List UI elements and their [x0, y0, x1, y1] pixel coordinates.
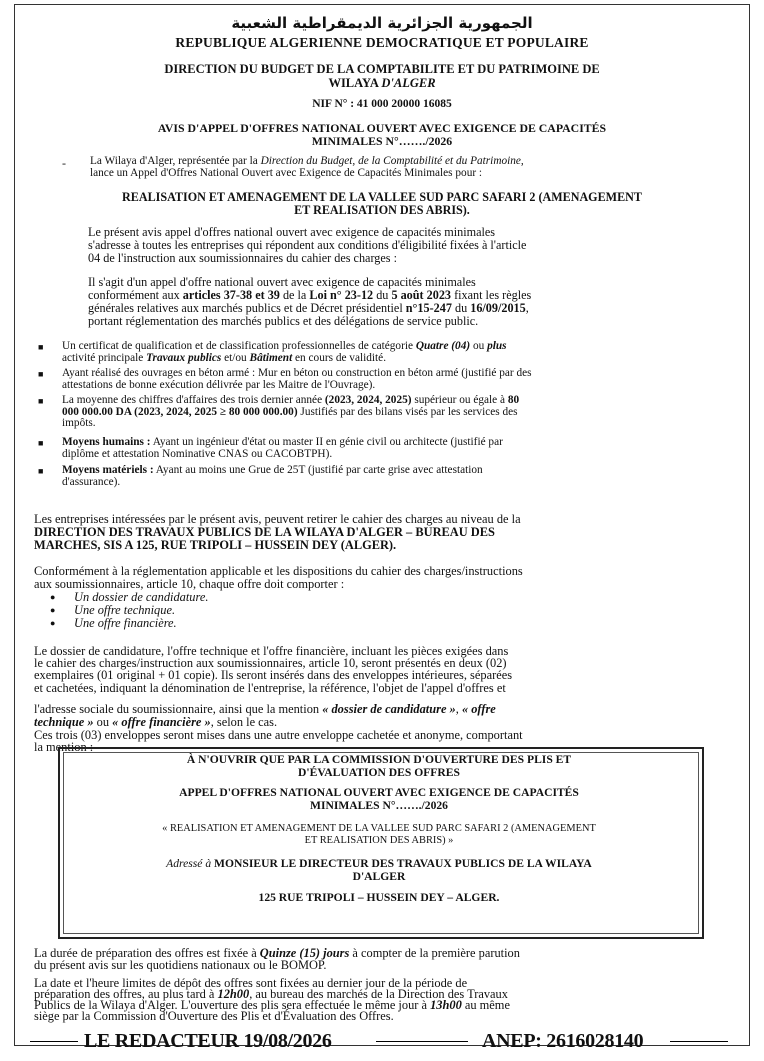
duree-line2: du présent avis sur les quotidiens nationaux ou le BOMOP. — [34, 958, 327, 972]
intro-line2: lance un Appel d'Offres National Ouvert avec Exigence de Capacités Minimales pour : — [90, 167, 483, 179]
avis-title-line2: MINIMALES N°……./2026 — [311, 134, 453, 148]
project-title-line2: ET REALISATION DES ABRIS). — [294, 203, 470, 217]
direction-title-line2: WILAYA D'ALGER — [328, 76, 436, 90]
date-line1: La date et l'heure limites de dépôt des offres sont fixées au dernier jour de la période de — [34, 976, 468, 990]
requirement-item-certificate: ■ Un certificat de qualification et de classification professionnelles de catégorie Quatre (04) ou plus activité principale Travaux publics et/ou Bâtiment en cours de validité. — [38, 340, 507, 364]
duree-line1: La durée de préparation des offres est fixée à Quinze (15) jours à compter de la première parution — [34, 946, 520, 960]
box-line2: D'ÉVALUATION DES OFFRES — [298, 766, 460, 779]
redacteur-signature: LE REDACTEUR 19/08/2026 — [84, 1030, 332, 1052]
para1-line2: s'adresse à toutes les entreprises qui répondent aux conditions d'éligibilité fixées à l'article — [88, 238, 527, 252]
footer-rule-left — [30, 1041, 78, 1042]
offer-item-candidature: ● Un dossier de candidature. — [50, 590, 209, 604]
nif-number: NIF N° : 41 000 20000 16085 — [312, 98, 452, 110]
para2-line2: conformément aux articles 37-38 et 39 de la Loi n° 23-12 du 5 août 2023 fixant les règles — [88, 288, 532, 302]
dossier-line8: la mention : — [34, 740, 94, 754]
box-line6: ET REALISATION DES ABRIS) » — [304, 835, 454, 846]
bullet-icon: ■ — [38, 369, 44, 379]
bullet-icon: ■ — [38, 342, 44, 352]
dossier-line2: le cahier des charges/instruction aux soumissionnaires, article 10, seront présentés en deux (02) — [34, 656, 507, 670]
box-line4: MINIMALES N°……./2026 — [310, 799, 448, 812]
dossier-line3: exemplaires (01 original + 01 copie). Ils seront insérés dans des enveloppes intérieures, séparées — [34, 668, 513, 682]
intro-dash: - — [62, 156, 66, 170]
box-line9: 125 RUE TRIPOLI – HUSSEIN DEY – ALGER. — [258, 891, 500, 904]
bullet-icon: ● — [50, 605, 56, 615]
para2-line4: portant réglementation des marchés publics et des délégations de service public. — [88, 314, 479, 328]
bullet-icon: ■ — [38, 396, 44, 406]
anep-reference: ANEP: 2616028140 — [482, 1030, 644, 1052]
date-line2: préparation des offres, au plus tard à 12h00, au bureau des marchés de la Direction des Travaux — [34, 987, 508, 1001]
footer-rule-middle — [376, 1041, 468, 1042]
para2-line3: générales relatives aux marchés publics et de Décret présidentiel n°15-247 du 16/09/2015, — [88, 301, 529, 315]
dossier-line7: Ces trois (03) enveloppes seront mises dans une autre enveloppe cachetée et anonyme, comportant — [34, 728, 523, 742]
box-line7: Adressé à MONSIEUR LE DIRECTEUR DES TRAVAUX PUBLICS DE LA WILAYA — [166, 857, 592, 870]
avis-title-line1: AVIS D'APPEL D'OFFRES NATIONAL OUVERT AVEC EXIGENCE DE CAPACITÉS — [157, 121, 607, 135]
bullet-icon: ● — [50, 618, 56, 628]
box-line8: D'ALGER — [352, 870, 406, 883]
direction-title-line1: DIRECTION DU BUDGET DE LA COMPTABILITE ET DU PATRIMOINE DE — [164, 62, 600, 76]
retrait-line2: DIRECTION DES TRAVAUX PUBLICS DE LA WILAYA D'ALGER – BUREAU DES — [34, 525, 495, 539]
box-line5: « REALISATION ET AMENAGEMENT DE LA VALLEE SUD PARC SAFARI 2 (AMENAGEMENT — [162, 823, 596, 834]
project-title-line1: REALISATION ET AMENAGEMENT DE LA VALLEE SUD PARC SAFARI 2 (AMENAGEMENT — [122, 190, 642, 204]
requirement-item-human-resources: ■ Moyens humains : Ayant un ingénieur d'état ou master II en génie civil ou architecte (justifié par diplôme et attestation Nominative CNAS ou CACOBTPH). — [38, 436, 503, 460]
footer-bar — [30, 1029, 730, 1055]
box-line3: APPEL D'OFFRES NATIONAL OUVERT AVEC EXIGENCE DE CAPACITÉS — [179, 786, 579, 799]
requirement-item-references: ■ Ayant réalisé des ouvrages en béton armé : Mur en béton ou construction en béton armé (justifié par des attestations de bonne exécution délivrée par les Maitre de l'Ouvrage). — [38, 367, 532, 391]
offer-item-financiere: ● Une offre financière. — [50, 616, 177, 630]
conformement-line2: aux soumissionnaires, article 10, chaque offre doit comporter : — [34, 577, 345, 591]
para1-line3: 04 de l'instruction aux soumissionnaires du cahier des charges : — [88, 251, 397, 265]
para1-line1: Le présent avis appel d'offres national ouvert avec exigence de capacités minimales — [88, 225, 496, 239]
footer-rule-right — [670, 1041, 728, 1042]
para2-line1: Il s'agit d'un appel d'offre national ouvert avec exigence de capacités minimales — [88, 275, 476, 289]
arabic-republic-title: الجمهورية الجزائرية الديمقراطية الشعبية — [231, 14, 533, 32]
requirement-item-equipment: ■ Moyens matériels : Ayant au moins une Grue de 25T (justifié par carte grise avec attestation d'assurance). — [38, 464, 483, 488]
envelope-mention-box — [58, 747, 704, 939]
intro-line1: La Wilaya d'Alger, représentée par la Direction du Budget, de la Comptabilité et du Patrimoine, — [90, 155, 524, 167]
republic-title: REPUBLIQUE ALGERIENNE DEMOCRATIQUE ET POPULAIRE — [175, 35, 589, 50]
date-line4: siège par la Commission d'Ouverture des Plis et d'Évaluation des Offres. — [34, 1009, 394, 1023]
conformement-line1: Conformément à la réglementation applicable et les dispositions du cahier des charges/instructions — [34, 564, 523, 578]
requirement-item-turnover: ■ La moyenne des chiffres d'affaires des trois dernier année (2023, 2024, 2025) supérieur ou égale à 80 000 000.00 DA (2023, 2024, 2025 ≥ 80 000 000.00) Justifiés par des bilans visés par les services des impôts. — [38, 394, 520, 429]
dossier-line5: l'adresse sociale du soumissionnaire, ainsi que la mention « dossier de candidature », « offre — [34, 702, 496, 716]
dossier-line1: Le dossier de candidature, l'offre technique et l'offre financière, incluant les pièces exigées dans — [34, 644, 509, 658]
date-line3: Publics de la Wilaya d'Alger. L'ouverture des plis sera effectuée le même jour à 13h00 au même — [34, 998, 510, 1012]
box-line1: À N'OUVRIR QUE PAR LA COMMISSION D'OUVERTURE DES PLIS ET — [186, 753, 572, 766]
bullet-icon: ● — [50, 592, 56, 602]
offer-item-technique: ● Une offre technique. — [50, 603, 176, 617]
dossier-line4: et cachetées, indiquant la dénomination de l'entreprise, la référence, l'objet de l'appel d'offres et — [34, 681, 506, 695]
retrait-line3: MARCHES, SIS A 125, RUE TRIPOLI – HUSSEIN DEY (ALGER). — [34, 538, 397, 552]
dossier-line6: technique » ou « offre financière », selon le cas. — [34, 715, 278, 729]
retrait-line1: Les entreprises intéressées par le présent avis, peuvent retirer le cahier des charges au niveau de la — [34, 512, 521, 526]
bullet-icon: ■ — [38, 466, 44, 476]
bullet-icon: ■ — [38, 438, 44, 448]
